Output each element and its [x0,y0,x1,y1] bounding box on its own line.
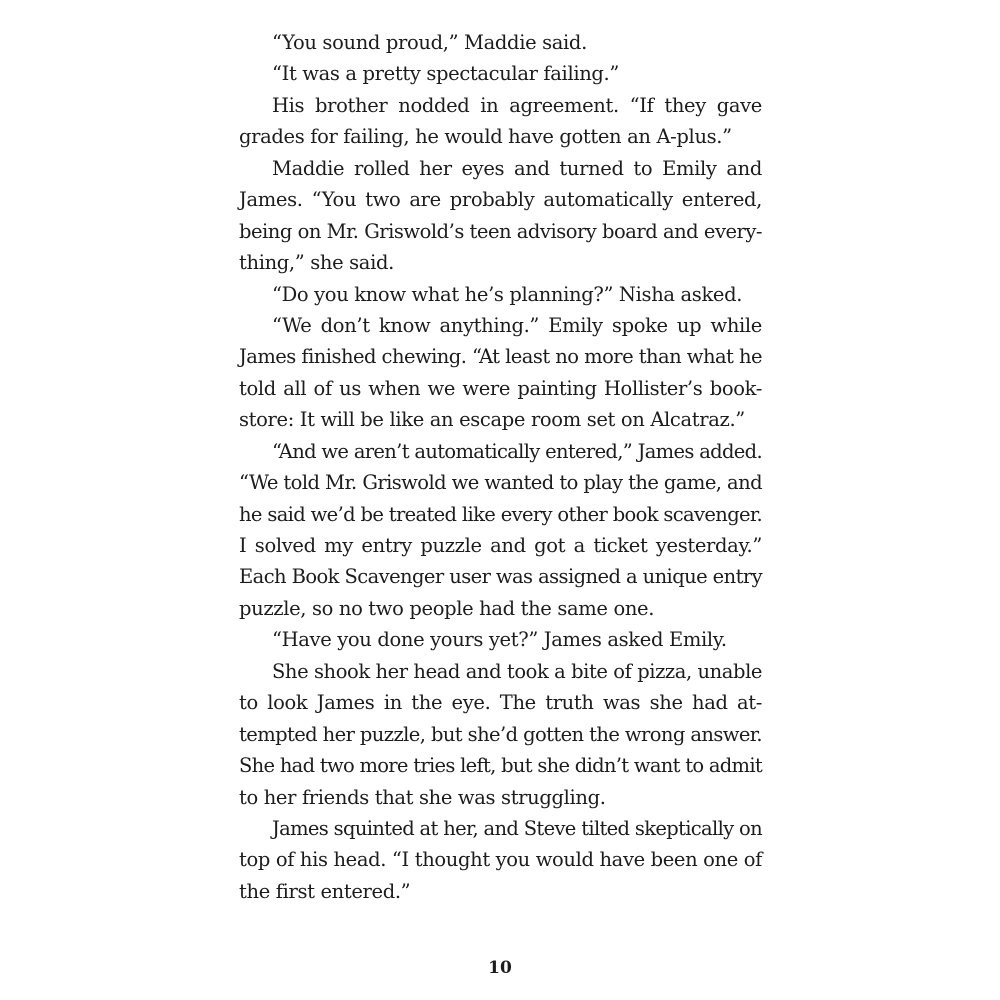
text-line: I solved my entry puzzle and got a ticket yesterday.” [239,534,762,557]
text-line: She shook her head and took a bite of pizza, unable [272,659,762,683]
text-line: top of his head. “I thought you would have been one of [239,848,762,872]
text-line: James. “You two are probably automatically entered, [239,188,762,212]
text-line: to her friends that she was struggling. [239,785,606,809]
text-line: the first entered.” [239,879,411,903]
text-line: James squinted at her, and Steve tilted skeptically on [272,816,762,840]
text-line: “You sound proud,” Maddie said. [272,31,587,54]
text-line: Maddie rolled her eyes and turned to Emily and [272,156,762,180]
text-line: puzzle, so no two people had the same one. [239,596,655,620]
text-line: His brother nodded in agreement. “If they gave [272,93,762,117]
text-line: grades for failing, he would have gotten an A-plus.” [239,125,732,149]
text-line: being on Mr. Griswold’s teen advisory board and every- [239,219,762,243]
text-line: Each Book Scavenger user was assigned a unique entry [239,565,762,589]
text-line: tempted her puzzle, but she’d gotten the wrong answer. [239,722,762,746]
text-line: “We don’t know anything.” Emily spoke up while [272,313,762,337]
text-line: store: It will be like an escape room set on Alcatraz.” [239,408,745,432]
text-line: “We told Mr. Griswold we wanted to play the game, and [239,471,762,495]
text-line: James finished chewing. “At least no more than what he [239,345,762,369]
text-line: thing,” she said. [239,251,394,275]
text-line: She had two more tries left, but she didn’t want to admit [239,754,762,778]
text-line: “And we aren’t automatically entered,” James added. [272,439,762,463]
text-line: “Do you know what he’s planning?” Nisha asked. [272,282,743,306]
text-line: to look James in the eye. The truth was she had at- [239,691,762,715]
text-line: he said we’d be treated like every other book scavenger. [239,502,762,526]
text-line: told all of us when we were painting Hollister’s book- [239,376,762,400]
page-number: 10 [488,958,512,978]
text-line: “Have you done yours yet?” James asked Emily. [272,628,727,652]
text-line: “It was a pretty spectacular failing.” [272,62,620,86]
body-text [239,27,762,907]
